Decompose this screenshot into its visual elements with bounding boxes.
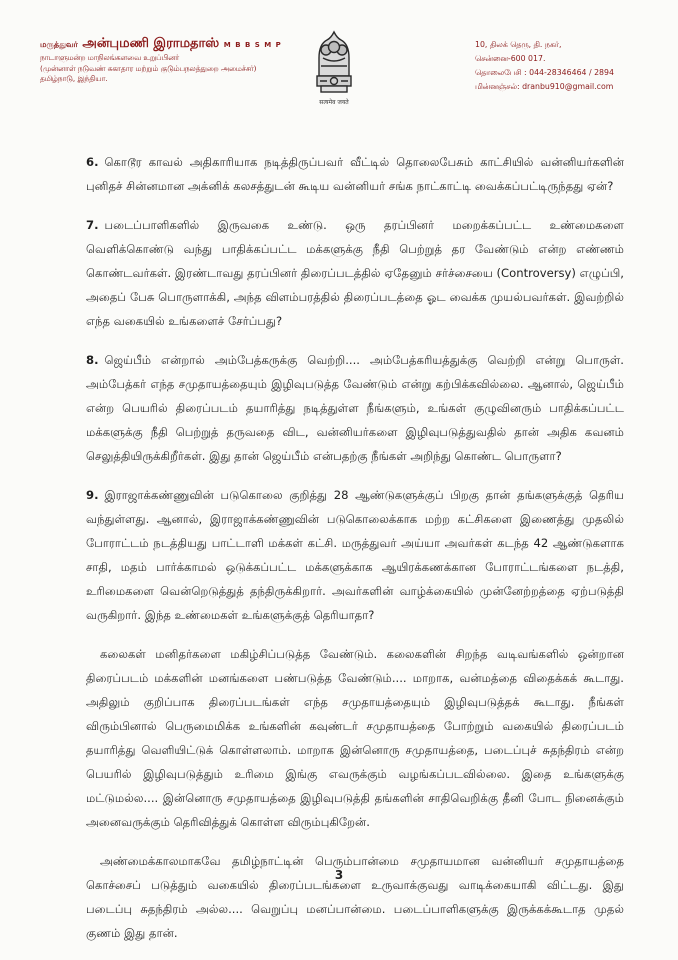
question-8-number: 8.: [86, 353, 99, 367]
paragraph-closing: அண்மைக்காலமாகவே தமிழ்நாட்டின் பெரும்பான்மை சமுதாயமான வன்னியர் சமுதாயத்தை கொச்சைப் படுத்தும் வகையில் திரைப்படங்களை உருவாக்குவது வாடிக்கையாகி விட்டது. இது படைப்பு சுதந்திரம் அல்ல.... வெறுப்பு மனப்பான்மை. படைப்பாளிகளுக்கு இருக்கக்கூடாத முதல் குணம் இது தான்.: [86, 854, 624, 940]
question-9-number: 9.: [86, 488, 99, 502]
question-8: [86, 348, 624, 468]
sender-name: அன்புமணி இராமதாஸ்: [82, 36, 220, 51]
question-7: [86, 213, 624, 333]
question-9-text: இராஜாக்கண்ணுவின் படுகொலை குறித்து 28 ஆண்டுகளுக்குப் பிறகு தான் தங்களுக்குத் தெரிய வந்துள்ளது. ஆனால், இராஜாக்கண்ணுவின் படுகொலைக்காக மற்ற கட்சிகளை இணைத்து முதலில் போராட்டம் நடத்தியது பாட்டாளி மக்கள் கட்சி. மருத்துவர் அய்யா அவர்கள் கடந்த 42 ஆண்டுகளாக சாதி, மதம் பார்க்காமல் ஒடுக்கப்பட்ட மக்களுக்காக ஆயிரக்கணக்கான போராட்டங்களை நடத்தி, உரிமைகளை வென்றெடுத்துத் தந்திருக்கிறார். அவர்களின் வாழ்க்கையில் முன்னேற்றத்தை ஏற்படுத்தி வருகிறார். இந்த உண்மைகள் உங்களுக்குத் தெரியாதா?: [86, 488, 624, 622]
sender-former-post: (முன்னாள் நடுவண் சுகாதார மற்றும் குடும்பநலத்துறை அமைச்சர்): [40, 63, 257, 73]
phone-line: [475, 66, 675, 80]
letter-body: [86, 150, 624, 960]
address-line-2: சென்னை-600 017.: [475, 54, 546, 63]
letterhead-sender: [40, 36, 310, 85]
sender-title: நாடாளுமன்ற மாநிலங்களவை உறுப்பினர்: [40, 53, 180, 62]
paragraph-arts: கலைகள் மனிதர்களை மகிழ்சிப்படுத்த வேண்டும். கலைகளின் சிறந்த வடிவங்களில் ஒன்றான திரைப்படம் மக்களின் மனங்களை பண்படுத்த வேண்டும்.... மாறாக, வன்மத்தை விதைக்கக் கூடாது. அதிலும் குறிப்பாக திரைப்படங்கள் எந்த சமுதாயத்தையும் இழிவுபடுத்தக் கூடாது. நீங்கள் விரும்பினால் பெருமைமிக்க உங்களின் கவுண்டர் சமுதாயத்தை போற்றும் வகையில் திரைப்படம் தயாரித்து வெளியிட்டுக் கொள்ளலாம். மாறாக இன்னொரு சமுதாயத்தை, படைப்புச் சுதந்திரம் என்ற பெயரில் இழிவுபடுத்தும் உரிமை இங்கு எவருக்கும் வழங்கப்படவில்லை. இதை உங்களுக்கு மட்டுமல்ல.... இன்னொரு சமுதாயத்தை இழிவுபடுத்தி தங்களின் சாதிவெறிக்கு தீனி போட நினைக்கும் அனைவருக்கும் தெரிவித்துக் கொள்ள விரும்புகிறேன்.: [86, 647, 624, 829]
question-9: [86, 483, 624, 627]
phone-label: தொலைபேசி :: [475, 68, 527, 77]
question-6-text: கொடூர காவல் அதிகாரியாக நடித்திருப்பவர் வீட்டில் தொலைபேசும் காட்சியில் வன்னியர்களின் புனிதச் சின்னமான அக்னிக் கலசத்துடன் கூடிய வன்னியர் சங்க நாட்காட்டி வைக்கப்பட்டிருந்தது ஏன்?: [86, 155, 624, 193]
address-line-1: 10, திலக் தெரு, தி. நகர்,: [475, 40, 562, 49]
email-value[interactable]: dranbu910@gmail.com: [522, 82, 614, 91]
national-emblem-icon: [309, 28, 359, 100]
letterhead-address: [475, 38, 675, 94]
page-number: 3: [334, 868, 344, 882]
email-label: மின்னஞ்சல்:: [475, 82, 520, 91]
phone-value: 044-28346464 / 2894: [529, 68, 614, 77]
email-line: [475, 80, 675, 94]
question-6: [86, 150, 624, 198]
sender-honorific: மருத்துவர்: [40, 40, 78, 49]
question-7-number: 7.: [86, 218, 99, 232]
sender-location: தமிழ்நாடு, இந்தியா.: [40, 74, 108, 83]
sender-name-line: [40, 36, 310, 53]
question-6-number: 6.: [86, 155, 99, 169]
emblem-motto: सत्यमेव जयते: [319, 99, 349, 106]
sender-degrees: M B B S M P: [223, 41, 282, 49]
question-7-text: படைப்பாளிகளில் இருவகை உண்டு. ஒரு தரப்பினர் மறைக்கப்பட்ட உண்மைகளை வெளிக்கொண்டு வந்து பாதிக்கப்பட்ட மக்களுக்கு நீதி பெற்றுத் தர வேண்டும் என்ற எண்ணம் கொண்டவர்கள். இரண்டாவது தரப்பினர் திரைப்படத்தில் ஏதேனும் சர்ச்சையை (Controversy) எழுப்பி, அதைப் பேசு பொருளாக்கி, அந்த விளம்பரத்தில் திரைப்படத்தை ஓட வைக்க முயல்பவர்கள். இவற்றில் எந்த வகையில் உங்களைச் சேர்ப்பது?: [86, 218, 624, 328]
question-8-text: ஜெய்பீம் என்றால் அம்பேத்கருக்கு வெற்றி.... அம்பேத்கரியத்துக்கு வெற்றி என்று பொருள். அம்பேத்கர் எந்த சமுதாயத்தையும் இழிவுபடுத்த வேண்டும் என்று கற்பிக்கவில்லை. ஆனால், ஜெய்பீம் என்ற பெயரில் திரைப்படம் தயாரித்து நடித்துள்ள நீங்களும், உங்கள் குழுவினரும் பாதிக்கப்பட்ட மக்களுக்கு நீதி பெற்றுத் தருவதை விட, வன்னியர்களை இழிவுபடுத்துவதில் தான் அதிக கவனம் செலுத்தியிருக்கிறீர்கள். இது தான் ஜெய்பீம் என்பதற்கு நீங்கள் அறிந்து கொண்ட பொருளா?: [86, 353, 624, 463]
